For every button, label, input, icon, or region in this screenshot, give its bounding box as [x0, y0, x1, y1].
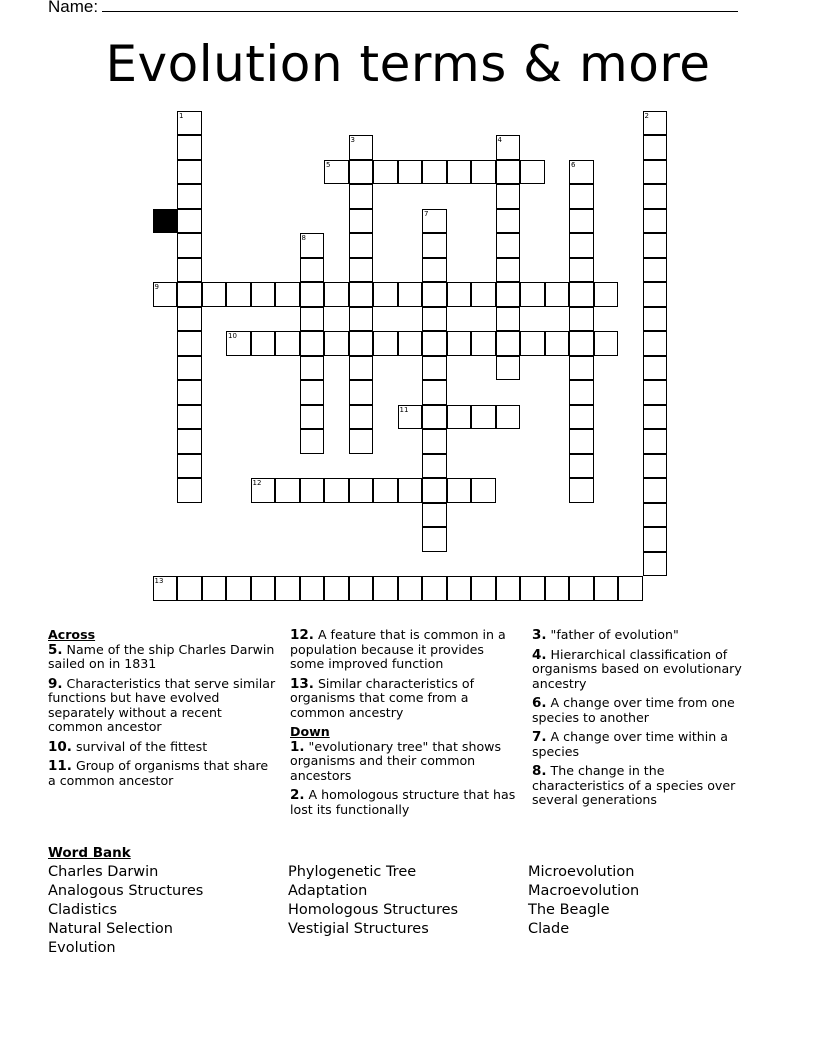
crossword-cell[interactable] — [202, 576, 227, 601]
crossword-cell[interactable] — [275, 478, 300, 503]
crossword-cell[interactable] — [300, 282, 325, 307]
word-bank-item: Macroevolution — [528, 883, 640, 899]
word-bank-item: Evolution — [48, 940, 116, 956]
crossword-cell[interactable] — [349, 307, 374, 332]
crossword-cell[interactable] — [471, 160, 496, 185]
crossword-cell[interactable] — [349, 209, 374, 234]
crossword-cell[interactable] — [300, 307, 325, 332]
crossword-cell[interactable] — [496, 405, 521, 430]
crossword-cell[interactable] — [349, 478, 374, 503]
word-bank-item: Homologous Structures — [288, 902, 459, 918]
crossword-cell[interactable] — [569, 233, 594, 258]
cell-number: 1 — [179, 111, 184, 120]
crossword-cell[interactable] — [594, 331, 619, 356]
crossword-cell[interactable] — [643, 160, 668, 185]
crossword-cell[interactable] — [422, 233, 447, 258]
crossword-cell[interactable] — [496, 233, 521, 258]
crossword-cell[interactable] — [177, 160, 202, 185]
clue-across-9: 9. Characteristics that serve similar functions but have evolved separately without a recent common ancestor — [48, 675, 276, 734]
crossword-cell[interactable] — [545, 576, 570, 601]
word-bank-item: Adaptation — [288, 883, 368, 899]
word-bank-item: Clade — [528, 921, 570, 937]
crossword-cell[interactable] — [422, 356, 447, 381]
crossword-cell[interactable] — [471, 576, 496, 601]
clue-down-8: 8. The change in the characteristics of a species over several generations — [532, 763, 736, 807]
crossword-cell[interactable] — [349, 356, 374, 381]
crossword-cell[interactable] — [349, 282, 374, 307]
crossword-cell[interactable] — [275, 576, 300, 601]
crossword-cell[interactable] — [447, 576, 472, 601]
crossword-cell[interactable] — [643, 527, 668, 552]
clue-down-6: 6. A change over time from one species to another — [532, 695, 735, 725]
crossword-cell[interactable] — [300, 331, 325, 356]
crossword-cell[interactable] — [177, 576, 202, 601]
crossword-cell[interactable] — [422, 160, 447, 185]
crossword-cell[interactable] — [643, 356, 668, 381]
crossword-cell[interactable] — [520, 331, 545, 356]
crossword-cell[interactable] — [177, 135, 202, 160]
crossword-cell[interactable] — [373, 160, 398, 185]
crossword-cell[interactable] — [643, 380, 668, 405]
crossword-cell[interactable] — [349, 258, 374, 283]
crossword-cell[interactable] — [422, 405, 447, 430]
crossword-cell[interactable] — [422, 282, 447, 307]
crossword-cell[interactable] — [569, 307, 594, 332]
word-bank-item: Natural Selection — [48, 921, 173, 937]
word-bank-column-2 — [288, 863, 458, 939]
cell-number: 2 — [644, 111, 649, 120]
crossword-cell[interactable] — [569, 429, 594, 454]
crossword-cell[interactable] — [177, 429, 202, 454]
clue-down-3: 3. "father of evolution" — [532, 627, 679, 643]
clue-column-3 — [532, 628, 760, 813]
crossword-cell[interactable] — [177, 209, 202, 234]
crossword-cell[interactable] — [496, 258, 521, 283]
crossword-cell[interactable] — [177, 380, 202, 405]
word-bank-item: Phylogenetic Tree — [288, 864, 417, 880]
cell-number: 11 — [399, 405, 409, 414]
crossword-cell[interactable] — [643, 454, 668, 479]
clue-across-13: 13. Similar characteristics of organisms that come from a common ancestry — [290, 675, 475, 720]
crossword-cell[interactable] — [275, 282, 300, 307]
crossword-cell[interactable] — [177, 258, 202, 283]
crossword-cell[interactable] — [643, 184, 668, 209]
crossword-cell[interactable] — [569, 478, 594, 503]
crossword-cell[interactable] — [496, 356, 521, 381]
word-bank-column-3 — [528, 863, 639, 939]
crossword-cell[interactable] — [398, 160, 423, 185]
crossword-cell[interactable] — [226, 576, 251, 601]
crossword-cell[interactable] — [422, 503, 447, 528]
name-label: Name: — [48, 0, 99, 16]
crossword-cell[interactable] — [251, 576, 276, 601]
crossword-cell[interactable] — [471, 478, 496, 503]
clue-down-1: 1. "evolutionary tree" that shows organisms and their common ancestors — [290, 738, 502, 783]
crossword-cell[interactable] — [569, 454, 594, 479]
cell-number: 7 — [424, 209, 429, 218]
cell-number: 12 — [252, 479, 262, 487]
crossword-cell[interactable] — [177, 307, 202, 332]
crossword-cell[interactable] — [520, 576, 545, 601]
crossword-cell[interactable] — [643, 503, 668, 528]
crossword-cell[interactable] — [643, 429, 668, 454]
crossword-cell[interactable] — [398, 478, 423, 503]
crossword-cell[interactable] — [373, 282, 398, 307]
crossword-cell[interactable] — [422, 576, 447, 601]
cell-number: 10 — [228, 332, 237, 340]
crossword-cell[interactable] — [643, 135, 668, 160]
word-bank-item: Charles Darwin — [48, 864, 159, 880]
crossword-cell[interactable] — [177, 282, 202, 307]
crossword-cell[interactable] — [471, 331, 496, 356]
clue-across-10: 10. survival of the fittest — [48, 738, 208, 755]
crossword-cell[interactable] — [643, 233, 668, 258]
crossword-cell[interactable] — [643, 258, 668, 283]
across-heading: Across — [48, 627, 96, 642]
crossword-cell[interactable] — [300, 478, 325, 503]
crossword-cell[interactable] — [447, 160, 472, 185]
crossword-cell[interactable] — [471, 282, 496, 307]
crossword-cell[interactable] — [569, 380, 594, 405]
cell-number: 8 — [301, 234, 306, 242]
clue-across-12: 12. A feature that is common in a population because it provides some improved function — [290, 627, 506, 671]
crossword-cell[interactable] — [447, 478, 472, 503]
crossword-cell[interactable] — [520, 282, 545, 307]
crossword-cell[interactable] — [226, 282, 251, 307]
crossword-cell[interactable] — [447, 405, 472, 430]
clue-column-2 — [290, 628, 522, 822]
crossword-cell[interactable] — [177, 331, 202, 356]
crossword-cell[interactable] — [373, 576, 398, 601]
crossword-cell[interactable] — [496, 331, 521, 356]
crossword-cell[interactable] — [643, 209, 668, 234]
crossword-cell[interactable] — [177, 184, 202, 209]
crossword-cell[interactable] — [569, 282, 594, 307]
crossword-cell[interactable] — [422, 527, 447, 552]
crossword-cell[interactable] — [324, 331, 349, 356]
crossword-cell[interactable] — [643, 552, 668, 577]
crossword-cell[interactable] — [300, 258, 325, 283]
crossword-cell[interactable] — [300, 429, 325, 454]
crossword-cell[interactable] — [422, 478, 447, 503]
crossword-cell[interactable] — [643, 331, 668, 356]
crossword-cell[interactable] — [569, 576, 594, 601]
crossword-cell[interactable] — [422, 331, 447, 356]
clue-column-1 — [48, 628, 276, 793]
crossword-cell[interactable] — [520, 160, 545, 185]
crossword-cell[interactable] — [569, 405, 594, 430]
clue-down-2: 2. A homologous structure that has lost its functionally — [290, 787, 516, 817]
cell-number: 6 — [571, 160, 576, 169]
crossword-cell[interactable] — [349, 233, 374, 258]
crossword-cell[interactable] — [422, 454, 447, 479]
crossword-cell[interactable] — [300, 576, 325, 601]
crossword-cell[interactable] — [324, 282, 349, 307]
crossword-cell[interactable] — [349, 405, 374, 430]
crossword-cell[interactable] — [594, 576, 619, 601]
crossword-cell[interactable] — [349, 160, 374, 185]
cell-number: 4 — [497, 136, 502, 144]
crossword-cell[interactable] — [643, 282, 668, 307]
crossword-cell[interactable] — [300, 405, 325, 430]
crossword-cell[interactable] — [618, 576, 643, 601]
word-bank-heading: Word Bank — [48, 845, 131, 861]
crossword-cell[interactable] — [251, 331, 276, 356]
crossword-cell[interactable] — [398, 282, 423, 307]
down-heading: Down — [290, 724, 330, 739]
crossword-cell[interactable] — [496, 576, 521, 601]
crossword-cell[interactable] — [422, 380, 447, 405]
crossword-cell[interactable] — [373, 331, 398, 356]
crossword-cell[interactable] — [349, 576, 374, 601]
crossword-cell[interactable] — [300, 356, 325, 381]
crossword-cell[interactable] — [324, 576, 349, 601]
crossword-cell[interactable] — [202, 282, 227, 307]
crossword-cell[interactable] — [349, 429, 374, 454]
crossword-cell[interactable] — [496, 282, 521, 307]
word-bank-item: Microevolution — [528, 864, 635, 880]
crossword-cell[interactable] — [447, 331, 472, 356]
crossword-cell[interactable] — [643, 405, 668, 430]
black-cell — [153, 209, 178, 234]
crossword-cell[interactable] — [177, 233, 202, 258]
crossword-cell[interactable] — [324, 478, 349, 503]
crossword-cell[interactable] — [569, 356, 594, 381]
crossword-cell[interactable] — [373, 478, 398, 503]
crossword-cell[interactable] — [471, 405, 496, 430]
clue-down-4: 4. Hierarchical classification of organisms based on evolutionary ancestry — [532, 646, 742, 691]
crossword-cell[interactable] — [177, 454, 202, 479]
crossword-cell[interactable] — [349, 184, 374, 209]
cell-number: 3 — [350, 136, 355, 144]
cell-number: 5 — [326, 160, 331, 169]
crossword-cell[interactable] — [594, 282, 619, 307]
crossword-cell[interactable] — [251, 282, 276, 307]
crossword-cell[interactable] — [569, 331, 594, 356]
cell-number: 9 — [154, 283, 159, 291]
word-bank-item: The Beagle — [528, 902, 610, 918]
crossword-cell[interactable] — [349, 331, 374, 356]
word-bank-column-1 — [48, 863, 203, 958]
crossword-cell[interactable] — [569, 184, 594, 209]
crossword-cell[interactable] — [275, 331, 300, 356]
crossword-cell[interactable] — [422, 258, 447, 283]
crossword-cell[interactable] — [349, 380, 374, 405]
clue-down-7: 7. A change over time within a species — [532, 729, 728, 759]
crossword-cell[interactable] — [177, 478, 202, 503]
cell-number: 13 — [154, 577, 164, 585]
clue-across-11: 11. Group of organisms that share a common ancestor — [48, 758, 269, 788]
crossword-cell[interactable] — [569, 258, 594, 283]
crossword-cell[interactable] — [545, 331, 570, 356]
crossword-cell[interactable] — [447, 282, 472, 307]
crossword-cell[interactable] — [177, 356, 202, 381]
crossword-cell[interactable] — [496, 307, 521, 332]
word-bank-item: Vestigial Structures — [288, 921, 429, 937]
crossword-cell[interactable] — [422, 307, 447, 332]
crossword-cell[interactable] — [643, 307, 668, 332]
crossword-cell[interactable] — [422, 429, 447, 454]
crossword-cell[interactable] — [300, 380, 325, 405]
crossword-cell[interactable] — [398, 331, 423, 356]
clue-across-5: 5. Name of the ship Charles Darwin sailed on in 1831 — [48, 641, 275, 671]
crossword-cell[interactable] — [398, 576, 423, 601]
crossword-cell[interactable] — [496, 209, 521, 234]
word-bank-item: Analogous Structures — [48, 883, 204, 899]
crossword-cell[interactable] — [545, 282, 570, 307]
word-bank-item: Cladistics — [48, 902, 118, 918]
crossword-cell[interactable] — [569, 209, 594, 234]
crossword-cell[interactable] — [496, 160, 521, 185]
crossword-cell[interactable] — [177, 405, 202, 430]
crossword-cell[interactable] — [496, 184, 521, 209]
crossword-cell[interactable] — [643, 478, 668, 503]
page-title: Evolution terms & more — [105, 35, 711, 93]
